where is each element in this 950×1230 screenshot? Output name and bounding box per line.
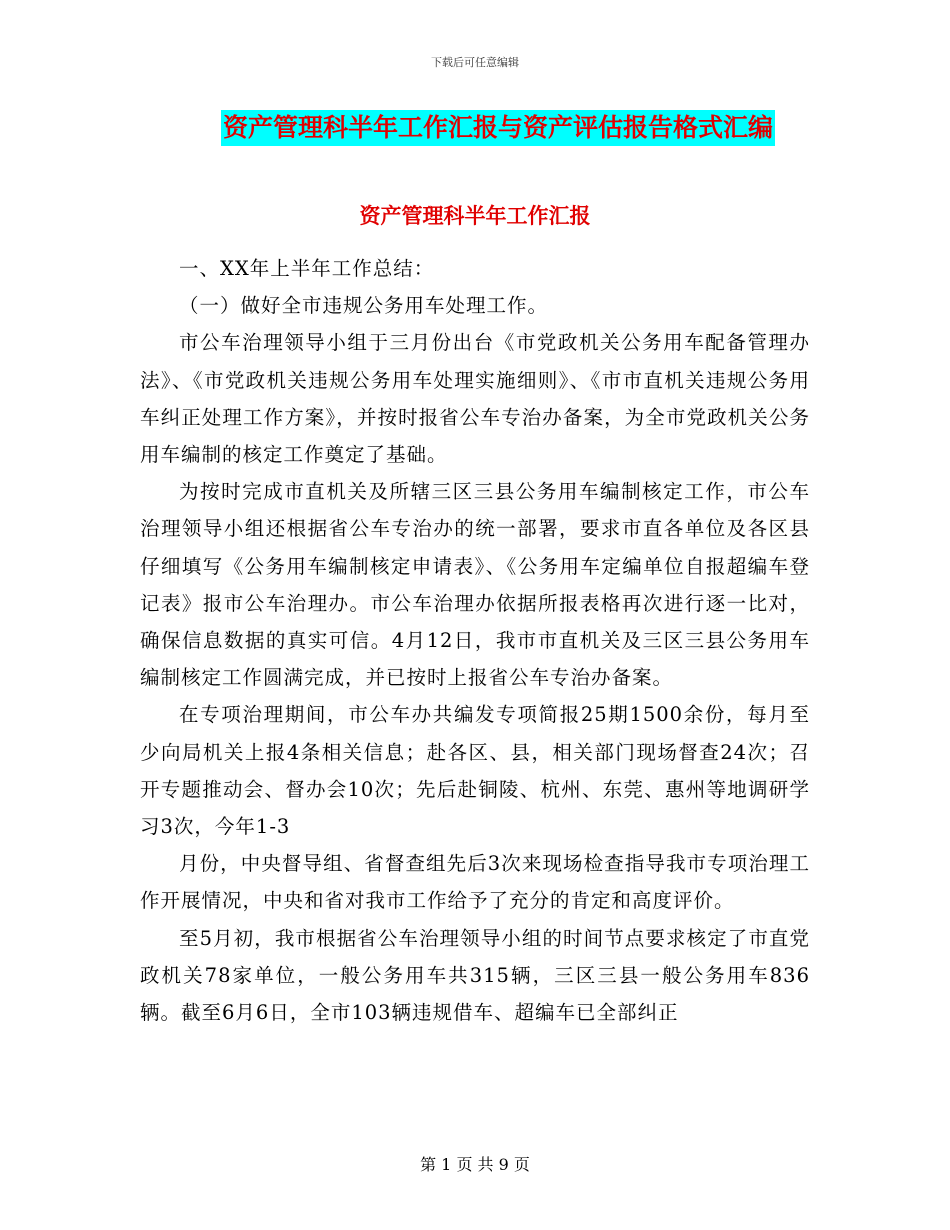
paragraph: 一、XX年上半年工作总结： [179,257,435,280]
document-body [140,250,810,1031]
paragraph: 至5月初，我市根据省公车治理领导小组的时间节点要求核定了市直党政机关78家单位，一般公务用车共315辆，三区三县一般公务用车836辆。截至6月6日，全市103辆违规借车、超编车已全部纠正 [140,926,810,1025]
document-title-wrap [0,110,950,146]
section-title: 资产管理科半年工作汇报 [359,204,591,228]
paragraph: （一）做好全市违规公务用车处理工作。 [179,294,549,318]
header-note: 下载后可任意编辑 [431,56,519,69]
page-number: 第 1 页 共 9 页 [420,1155,530,1174]
document-title: 资产管理科半年工作汇报与资产评估报告格式汇编 [221,110,775,146]
paragraph: 在专项治理期间，市公车办共编发专项简报25期1500余份，每月至少向局机关上报4条相关信息；赴各区、县，相关部门现场督查24次；召开专题推动会、督办会10次；先后赴铜陵、杭州、东莞、惠州等地调研学习3次，今年1-3 [140,703,810,839]
paragraph: 市公车治理领导小组于三月份出台《市党政机关公务用车配备管理办法》、《市党政机关违规公务用车处理实施细则》、《市市直机关违规公务用车纠正处理工作方案》，并按时报省公车专治办备案，为全市党政机关公务用车编制的核定工作奠定了基础。 [140,331,810,467]
paragraph: 月份，中央督导组、省督查组先后3次来现场检查指导我市专项治理工作开展情况，中央和省对我市工作给予了充分的肯定和高度评价。 [140,852,810,913]
paragraph: 为按时完成市直机关及所辖三区三县公务用车编制核定工作，市公车治理领导小组还根据省公车专治办的统一部署，要求市直各单位及各区县仔细填写《公务用车编制核定申请表》、《公务用车定编单位自报超编车登记表》报市公车治理办。市公车治理办依据所报表格再次进行逐一比对，确保信息数据的真实可信。4月12日，我市市直机关及三区三县公务用车编制核定工作圆满完成，并已按时上报省公车专治办备案。 [140,480,810,690]
